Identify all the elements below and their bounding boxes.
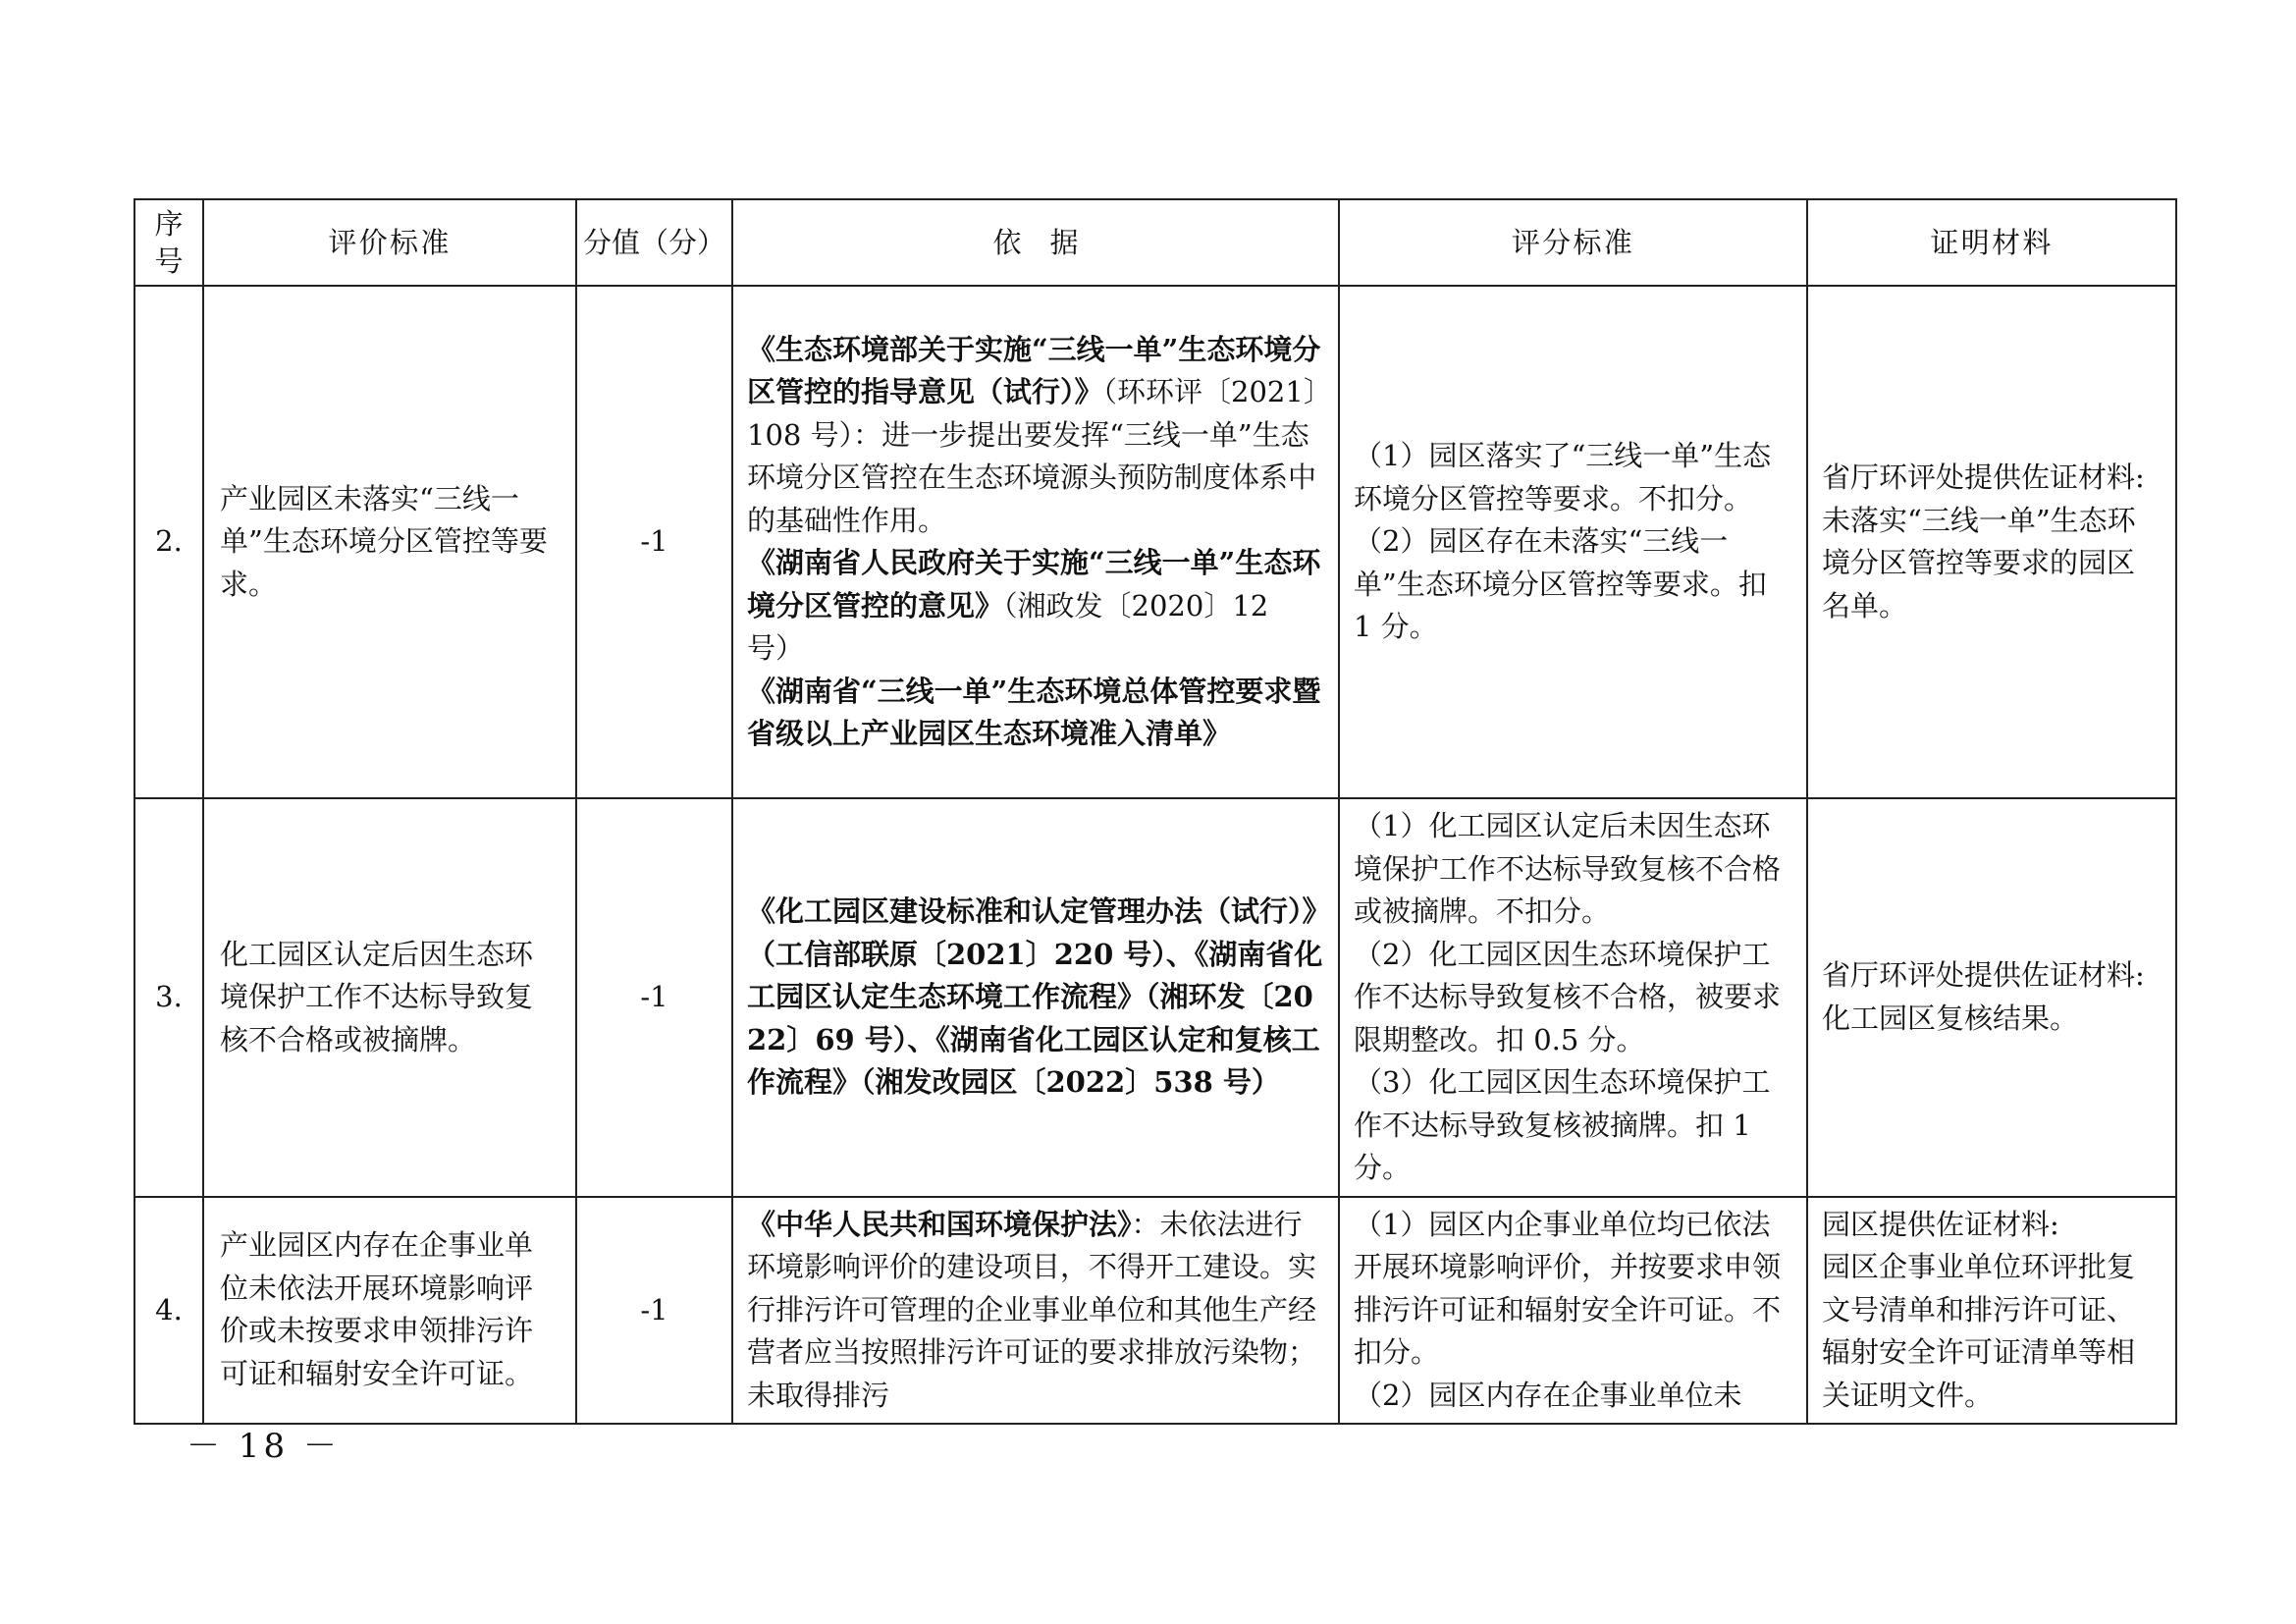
basis-text: ：未依法进行环境影响评价的建设项目，不得开工建设。实行排污许可管理的企业事业单位和其他生产经营者应当按照排污许可证的要求排放污染物；未取得排污 [747, 1207, 1317, 1412]
scoring-item: （3）化工园区因生态环境保护工作不达标导致复核被摘牌。扣 1 分。 [1354, 1065, 1771, 1184]
basis-doc-title: 《湖南省“三线一单”生态环境总体管控要求暨省级以上产业园区生态环境准入清单》 [747, 674, 1321, 750]
scoring-item: （2）园区内存在企事业单位未 [1354, 1378, 1742, 1412]
row-score: -1 [576, 1197, 732, 1425]
row-scoring [1339, 1197, 1807, 1425]
evidence-text: 未落实“三线一单”生态环境分区管控等要求的园区名单。 [1822, 503, 2136, 623]
row-score: -1 [576, 798, 732, 1197]
table-row [134, 1197, 2176, 1425]
evidence-heading: 园区提供佐证材料: [1822, 1207, 2059, 1241]
table-row [134, 798, 2176, 1197]
row-evidence [1807, 798, 2176, 1197]
evidence-heading: 省厅环评处提供佐证材料: [1822, 958, 2145, 993]
scoring-item: （1）园区落实了“三线一单”生态环境分区管控等要求。不扣分。 [1354, 439, 1772, 515]
row-no: 2. [134, 286, 203, 798]
basis-doc-title: 《生态环境部关于实施“三线一单”生态环境分区管控的指导意见（试行）》 [747, 332, 1321, 408]
header-scoring: 评分标准 [1339, 199, 1807, 286]
evaluation-table [133, 198, 2177, 1425]
basis-text: （湘政发〔2020〕12 号） [747, 588, 1269, 665]
row-criteria: 产业园区未落实“三线一单”生态环境分区管控等要求。 [203, 286, 576, 798]
row-no: 4. [134, 1197, 203, 1425]
evidence-text: 园区企事业单位环评批复文号清单和排污许可证、辐射安全许可证清单等相关证明文件。 [1822, 1250, 2136, 1412]
evidence-heading: 省厅环评处提供佐证材料: [1822, 460, 2145, 494]
header-evidence: 证明材料 [1807, 199, 2176, 286]
row-criteria: 产业园区内存在企事业单位未依法开展环境影响评价或未按要求申领排污许可证和辐射安全许可证。 [203, 1197, 576, 1425]
row-evidence [1807, 286, 2176, 798]
scoring-item: （1）园区内企事业单位均已依法开展环境影响评价，并按要求申领排污许可证和辐射安全许可证。不扣分。 [1354, 1207, 1782, 1369]
basis-doc-title: 《化工园区建设标准和认定管理办法（试行）》（工信部联原〔2021〕220 号）、《湖南省化工园区认定生态环境工作流程》（湘环发〔2022〕69 号）、《湖南省化工园区认定和复核工作流程》（湘发改园区〔2022〕538 号） [747, 894, 1323, 1099]
page-number: － 18 － [187, 1427, 341, 1466]
basis-text: （环环评〔2021〕108 号）：进一步提出要发挥“三线一单”生态环境分区管控在生态环境源头预防制度体系中的基础性作用。 [747, 375, 1318, 537]
row-evidence [1807, 1197, 2176, 1425]
basis-doc-title: 《中华人民共和国环境保护法》 [747, 1207, 1132, 1241]
row-no: 3. [134, 798, 203, 1197]
header-no: 序号 [134, 199, 203, 286]
header-basis: 依 据 [732, 199, 1339, 286]
row-basis [732, 1197, 1339, 1425]
row-scoring [1339, 286, 1807, 798]
header-criteria: 评价标准 [203, 199, 576, 286]
header-score: 分值（分） [576, 199, 732, 286]
row-score: -1 [576, 286, 732, 798]
scoring-item: （1）化工园区认定后未因生态环境保护工作不达标导致复核不合格或被摘牌。不扣分。 [1354, 809, 1782, 928]
basis-doc-title: 《湖南省人民政府关于实施“三线一单”生态环境分区管控的意见》 [747, 546, 1321, 623]
evidence-text: 化工园区复核结果。 [1822, 1001, 2079, 1035]
table-row [134, 286, 2176, 798]
scoring-item: （2）化工园区因生态环境保护工作不达标导致复核不合格，被要求限期整改。扣 0.5 分。 [1354, 937, 1782, 1056]
row-basis [732, 798, 1339, 1197]
row-basis [732, 286, 1339, 798]
row-scoring [1339, 798, 1807, 1197]
scoring-item: （2）园区存在未落实“三线一单”生态环境分区管控等要求。扣 1 分。 [1354, 524, 1767, 644]
row-criteria: 化工园区认定后因生态环境保护工作不达标导致复核不合格或被摘牌。 [203, 798, 576, 1197]
